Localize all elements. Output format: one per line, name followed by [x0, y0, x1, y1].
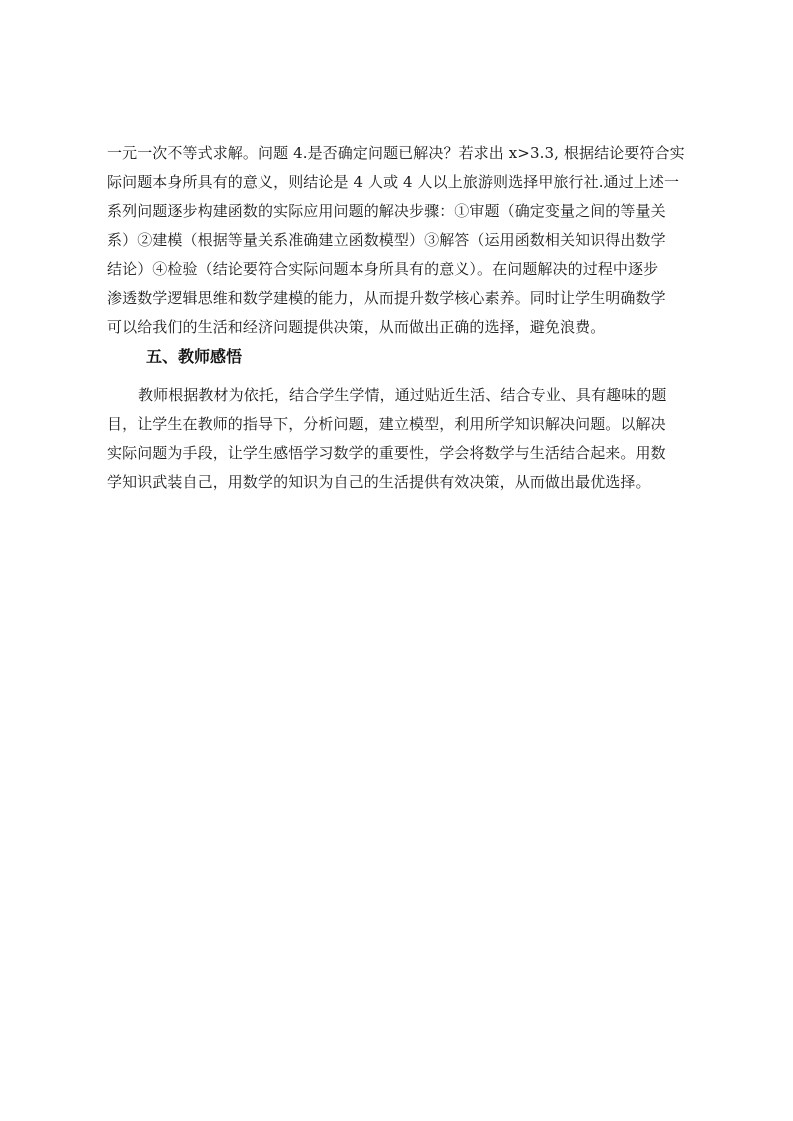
section-5-line-3: 实际问题为手段，让学生感悟学习数学的重要性，学会将数学与生活结合起来。用数 [107, 444, 666, 462]
section-5-line-4: 学知识武装自己，用数学的知识为自己的生活提供有效决策，从而做出最优选择。 [107, 473, 651, 491]
paragraph-1-line-2: 际问题本身所具有的意义，则结论是 4 人或 4 人以上旅游则选择甲旅行社.通过上述一 [107, 173, 680, 191]
paragraph-1-line-3: 系列问题逐步构建函数的实际应用问题的解决步骤：①审题（确定变量之间的等量关 [107, 202, 666, 220]
paragraph-1-line-5: 结论）④检验（结论要符合实际问题本身所具有的意义）。在问题解决的过程中逐步 [107, 260, 659, 278]
section-heading-teacher-reflection: 五、教师感悟 [146, 347, 243, 366]
section-5-line-1: 教师根据教材为依托，结合学生学情，通过贴近生活、结合专业、具有趣味的题 [138, 386, 667, 404]
paragraph-1-line-4: 系）②建模（根据等量关系准确建立函数模型）③解答（运用函数相关知识得出数学 [107, 231, 666, 249]
section-5-line-2: 目，让学生在教师的指导下，分析问题，建立模型，利用所学知识解决问题。以解决 [107, 415, 666, 433]
paragraph-1-line-1: 一元一次不等式求解。问题 4.是否确定问题已解决？若求出 x>3.3, 根据结论要符合实 [107, 144, 685, 162]
paragraph-1-line-6: 渗透数学逻辑思维和数学建模的能力，从而提升数学核心素养。同时让学生明确数学 [107, 289, 666, 307]
paragraph-1-line-7: 可以给我们的生活和经济问题提供决策，从而做出正确的选择，避免浪费。 [107, 318, 606, 336]
